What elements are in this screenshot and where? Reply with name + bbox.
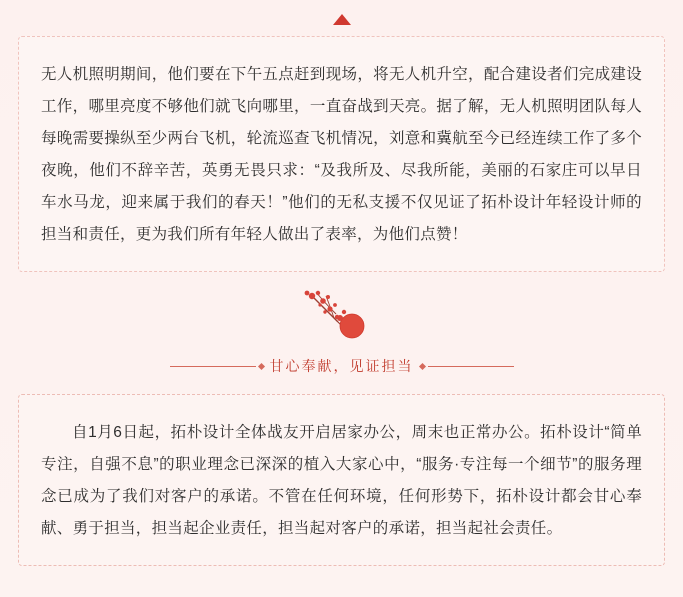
top-marker [18,0,665,28]
divider-line-right [428,366,514,367]
paragraph-card-dedication [18,394,665,566]
paragraph-dedication-text: 自1月6日起，拓朴设计全体战友开启居家办公，周末也正常办公。拓朴设计“简单专注，自强不息”的职业理念已深深的植入大家心中，“服务·专注每一个细节”的服务理念已成为了我们对客户的承诺。不管在任何环境，任何形势下，拓朴设计都会甘心奉献、勇于担当，担当起企业责任，担当起对客户的承诺，担当起社会责任。 [41,424,642,537]
paragraph-card-drone [18,36,665,272]
bottom-spacer [18,566,665,590]
plum-blossom-ornament [18,288,665,354]
triangle-up-icon [333,14,351,25]
section-divider [18,356,665,376]
divider-line-left [170,366,256,367]
paragraph-drone-text: 无人机照明期间，他们要在下午五点赶到现场，将无人机升空，配合建设者们完成建设工作，哪里亮度不够他们就飞向哪里，一直奋战到天亮。据了解，无人机照明团队每人每晚需要操纵至少两台飞机，轮流巡查飞机情况，刘意和冀航至今已经连续工作了多个夜晚，他们不辞辛苦，英勇无畏只求：“及我所及、尽我所能，美丽的石家庄可以早日车水马龙，迎来属于我们的春天！”他们的无私支援不仅见证了拓朴设计年轻设计师的担当和责任，更为我们所有年轻人做出了表率，为他们点赞！ [41,66,642,243]
divider-title: 甘心奉献，见证担当 [269,358,414,374]
plum-blossom-icon [282,288,402,352]
